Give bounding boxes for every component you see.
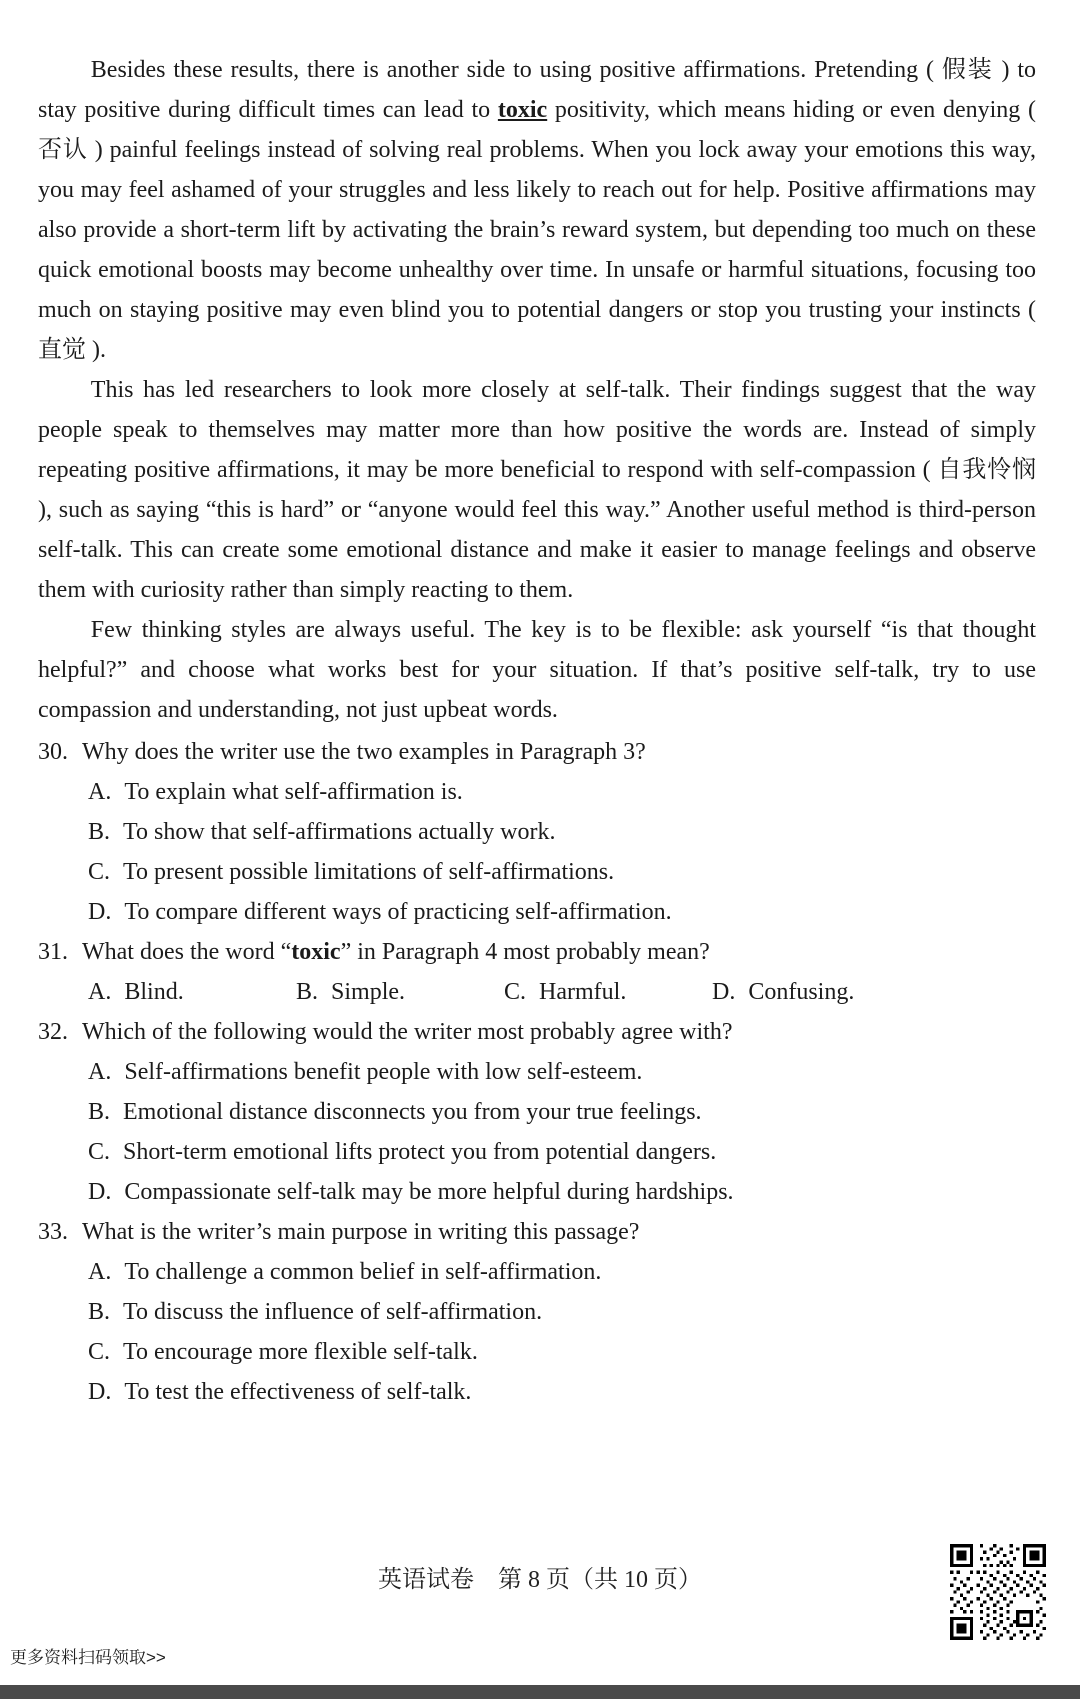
option-label: C. — [88, 1139, 111, 1165]
option-text: Simple. — [331, 979, 406, 1005]
option-C — [38, 1132, 1036, 1172]
bottom-bar — [0, 1685, 1080, 1699]
option-A — [38, 1252, 1036, 1292]
option-label: C. — [504, 979, 527, 1005]
option-text: To present possible limitations of self-affirmations. — [123, 859, 615, 885]
options — [38, 972, 1036, 1012]
option-text: Self-affirmations benefit people with low self-esteem. — [124, 1059, 643, 1085]
question-stem — [38, 932, 1036, 972]
option-label: B. — [88, 1099, 111, 1125]
passage-text: positivity, which means hiding or even denying ( 否认 ) painful feelings instead of solving real problems. When you lock away your emotions this way, you may feel ashamed of your struggles and less likely to reach out for help. Positive affirmations may also provide a short-term lift by activating the brain’s reward system, but depending too much on these quick emotional boosts may become unhealthy over time. In unsafe or harmful situations, focusing too much on staying positive may even blind you to potential dangers or stop you trusting your instincts ( 直觉 ). — [38, 97, 1036, 363]
passage-text: Besides these results, there is another side to using positive affirmations. Pretending ( 假装 ) to stay positive during difficult times can lead to — [38, 57, 1036, 123]
option-text: To discuss the influence of self-affirmation. — [123, 1299, 543, 1325]
question-number: 33. — [38, 1219, 68, 1245]
option-label: D. — [88, 1179, 112, 1205]
option-text: To encourage more flexible self-talk. — [123, 1339, 478, 1365]
question-stem — [38, 732, 1036, 772]
option-label: A. — [88, 979, 112, 1005]
question-32 — [38, 1012, 1036, 1212]
question-stem-text: What does the word “ — [82, 939, 292, 965]
question-33 — [38, 1212, 1036, 1412]
option-text: To show that self-affirmations actually work. — [123, 819, 556, 845]
emphasized-word: toxic — [497, 97, 548, 123]
option-C — [504, 972, 712, 1012]
option-D — [38, 892, 1036, 932]
option-C — [38, 852, 1036, 892]
question-stem-text: toxic — [291, 939, 341, 965]
passage-text: This has led researchers to look more closely at self-talk. Their findings suggest that the way people speak to themselves may matter more than how positive the words are. Instead of simply repeating positive affirmations, it may be more beneficial to respond with self-compassion ( 自我怜悯 ), such as saying “this is hard” or “anyone would feel this way.” Another useful method is third-person self-talk. This can create some emotional distance and make it easier to manage feelings and observe them with curiosity rather than simply reacting to them. — [38, 377, 1036, 603]
option-C — [38, 1332, 1036, 1372]
options — [38, 1252, 1036, 1412]
option-label: B. — [296, 979, 319, 1005]
option-A — [88, 972, 296, 1012]
question-number: 32. — [38, 1019, 68, 1045]
question-stem-text: Which of the following would the writer most probably agree with? — [82, 1019, 733, 1045]
option-D — [38, 1172, 1036, 1212]
option-A — [38, 1052, 1036, 1092]
page-footer — [0, 1560, 1080, 1600]
option-text: Compassionate self-talk may be more helpful during hardships. — [124, 1179, 734, 1205]
question-stem-text: Why does the writer use the two examples in Paragraph 3? — [82, 739, 646, 765]
option-text: To compare different ways of practicing self-affirmation. — [124, 899, 672, 925]
question-stem — [38, 1012, 1036, 1052]
option-text: Emotional distance disconnects you from your true feelings. — [123, 1099, 702, 1125]
options — [38, 1052, 1036, 1212]
options — [38, 772, 1036, 932]
passage-paragraph — [38, 370, 1036, 610]
option-text: Blind. — [124, 979, 184, 1005]
option-label: C. — [88, 859, 111, 885]
reading-passage — [38, 50, 1036, 730]
question-number: 31. — [38, 939, 68, 965]
option-label: D. — [88, 1379, 112, 1405]
option-D — [38, 1372, 1036, 1412]
option-B — [38, 1292, 1036, 1332]
option-text: Short-term emotional lifts protect you from potential dangers. — [123, 1139, 717, 1165]
option-text: Confusing. — [748, 979, 855, 1005]
option-label: A. — [88, 779, 112, 805]
option-B — [296, 972, 504, 1012]
option-text: To explain what self-affirmation is. — [124, 779, 463, 805]
option-label: D. — [88, 899, 112, 925]
page-footer-text: 英语试卷 第 8 页（共 10 页） — [378, 1567, 702, 1593]
qr-code-icon — [950, 1544, 1046, 1640]
question-30 — [38, 732, 1036, 932]
passage-text: Few thinking styles are always useful. The key is to be flexible: ask yourself “is that thought helpful?” and choose what works best for your situation. If that’s positive self-talk, try to use compassion and understanding, not just upbeat words. — [38, 617, 1036, 723]
question-list — [38, 732, 1036, 1412]
promo-text: 更多资料扫码领取>> — [10, 1648, 166, 1667]
option-label: A. — [88, 1259, 112, 1285]
option-label: C. — [88, 1339, 111, 1365]
question-stem — [38, 1212, 1036, 1252]
question-stem-text: What is the writer’s main purpose in writing this passage? — [82, 1219, 640, 1245]
option-B — [38, 1092, 1036, 1132]
option-label: A. — [88, 1059, 112, 1085]
option-text: To challenge a common belief in self-affirmation. — [124, 1259, 602, 1285]
option-label: B. — [88, 819, 111, 845]
option-text: Harmful. — [539, 979, 627, 1005]
option-B — [38, 812, 1036, 852]
option-label: D. — [712, 979, 736, 1005]
passage-paragraph — [38, 50, 1036, 370]
question-31 — [38, 932, 1036, 1012]
option-A — [38, 772, 1036, 812]
option-D — [712, 972, 854, 1012]
question-number: 30. — [38, 739, 68, 765]
passage-paragraph — [38, 610, 1036, 730]
option-text: To test the effectiveness of self-talk. — [124, 1379, 472, 1405]
option-label: B. — [88, 1299, 111, 1325]
question-stem-text: ” in Paragraph 4 most probably mean? — [340, 939, 710, 965]
